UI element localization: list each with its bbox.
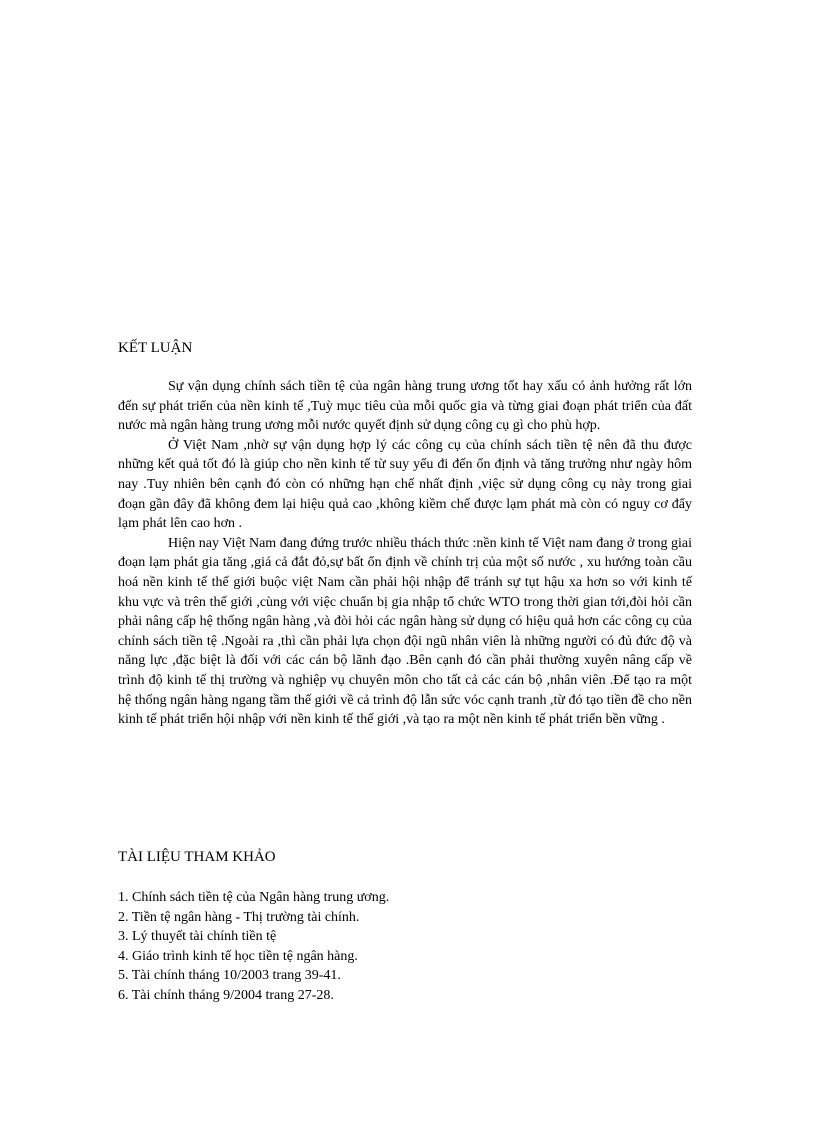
reference-item: 6. Tài chính tháng 9/2004 trang 27-28. [118,987,334,1003]
conclusion-heading: KẾT LUẬN [118,340,193,356]
conclusion-paragraph-2: Ở Việt Nam ,nhờ sự vận dụng hợp lý các công cụ của chính sách tiền tệ nên đã thu được những kết quả tốt đó là giúp cho nền kinh tế từ suy yếu đi đến ổn định và tăng trưởng như ngày hôm nay .Tuy nhiên bên cạnh đó còn có những hạn chế nhất định ,việc sử dụng công cụ này trong giai đoạn gần đây đã không đem lại hiệu quả cao ,không kiềm chế được lạm phát mà còn có nguy cơ đẩy lạm phát lên cao hơn . [118,437,692,532]
reference-item: 5. Tài chính tháng 10/2003 trang 39-41. [118,968,341,983]
reference-item: 4. Giáo trình kinh tế học tiền tệ ngân hàng. [118,948,358,964]
conclusion-body [118,377,692,730]
conclusion-paragraph-1: Sự vận dụng chính sách tiền tệ của ngân hàng trung ương tốt hay xấu có ảnh hưởng rất lớn đến sự phát triển của nền kinh tế ,Tuỳ mục tiêu của mỗi quốc gia và từng giai đoạn phát triển của đất nước mà ngân hàng trung ương mỗi nước quyết định sử dụng công cụ gì cho phù hợp. [118,379,692,434]
reference-item: 2. Tiền tệ ngân hàng - Thị trường tài chính. [118,909,360,925]
references-heading: TÀI LIỆU THAM KHẢO [118,849,276,865]
reference-item: 3. Lý thuyết tài chính tiền tệ [118,929,277,944]
references-list [118,888,389,1005]
reference-item: 1. Chính sách tiền tệ của Ngân hàng trung ương. [118,890,390,905]
conclusion-paragraph-3: Hiện nay Việt Nam đang đứng trước nhiều thách thức :nền kinh tế Việt nam đang ở trong giai đoạn lạm phát gia tăng ,giá cả đắt đỏ,sự bất ổn định về chính trị của một số nước , xu hướng toàn cầu hoá nền kinh tế thế giới buộc việt Nam cần phải hội nhập để tránh sự tụt hậu xa hơn so với kinh tế khu vực và trên thế giới ,cùng với việc chuẩn bị gia nhập tổ chức WTO trong thời gian tới,đòi hỏi cần phải nâng cấp hệ thống ngân hàng ,và đòi hỏi các ngân hàng sử dụng có hiệu quả hơn các công cụ của chính sách tiền tệ .Ngoài ra ,thì cần phải lựa chọn đội ngũ nhân viên là những người có đủ đức độ và năng lực ,đặc biệt là đối với các cán bộ lãnh đạo .Bên cạnh đó cần phải thường xuyên nâng cấp về trình độ kinh tế thị trường và nghiệp vụ chuyên môn cho tất cả các cán bộ ,nhân viên .Để tạo ra một hệ thống ngân hàng ngang tầm thế giới về cả trình độ lẫn sức vóc cạnh tranh ,từ đó tạo tiền đề cho nền kinh tế phát triển hội nhập với nền kinh tế thế giới ,và tạo ra một nền kinh tế phát triển bền vững . [118,535,692,728]
